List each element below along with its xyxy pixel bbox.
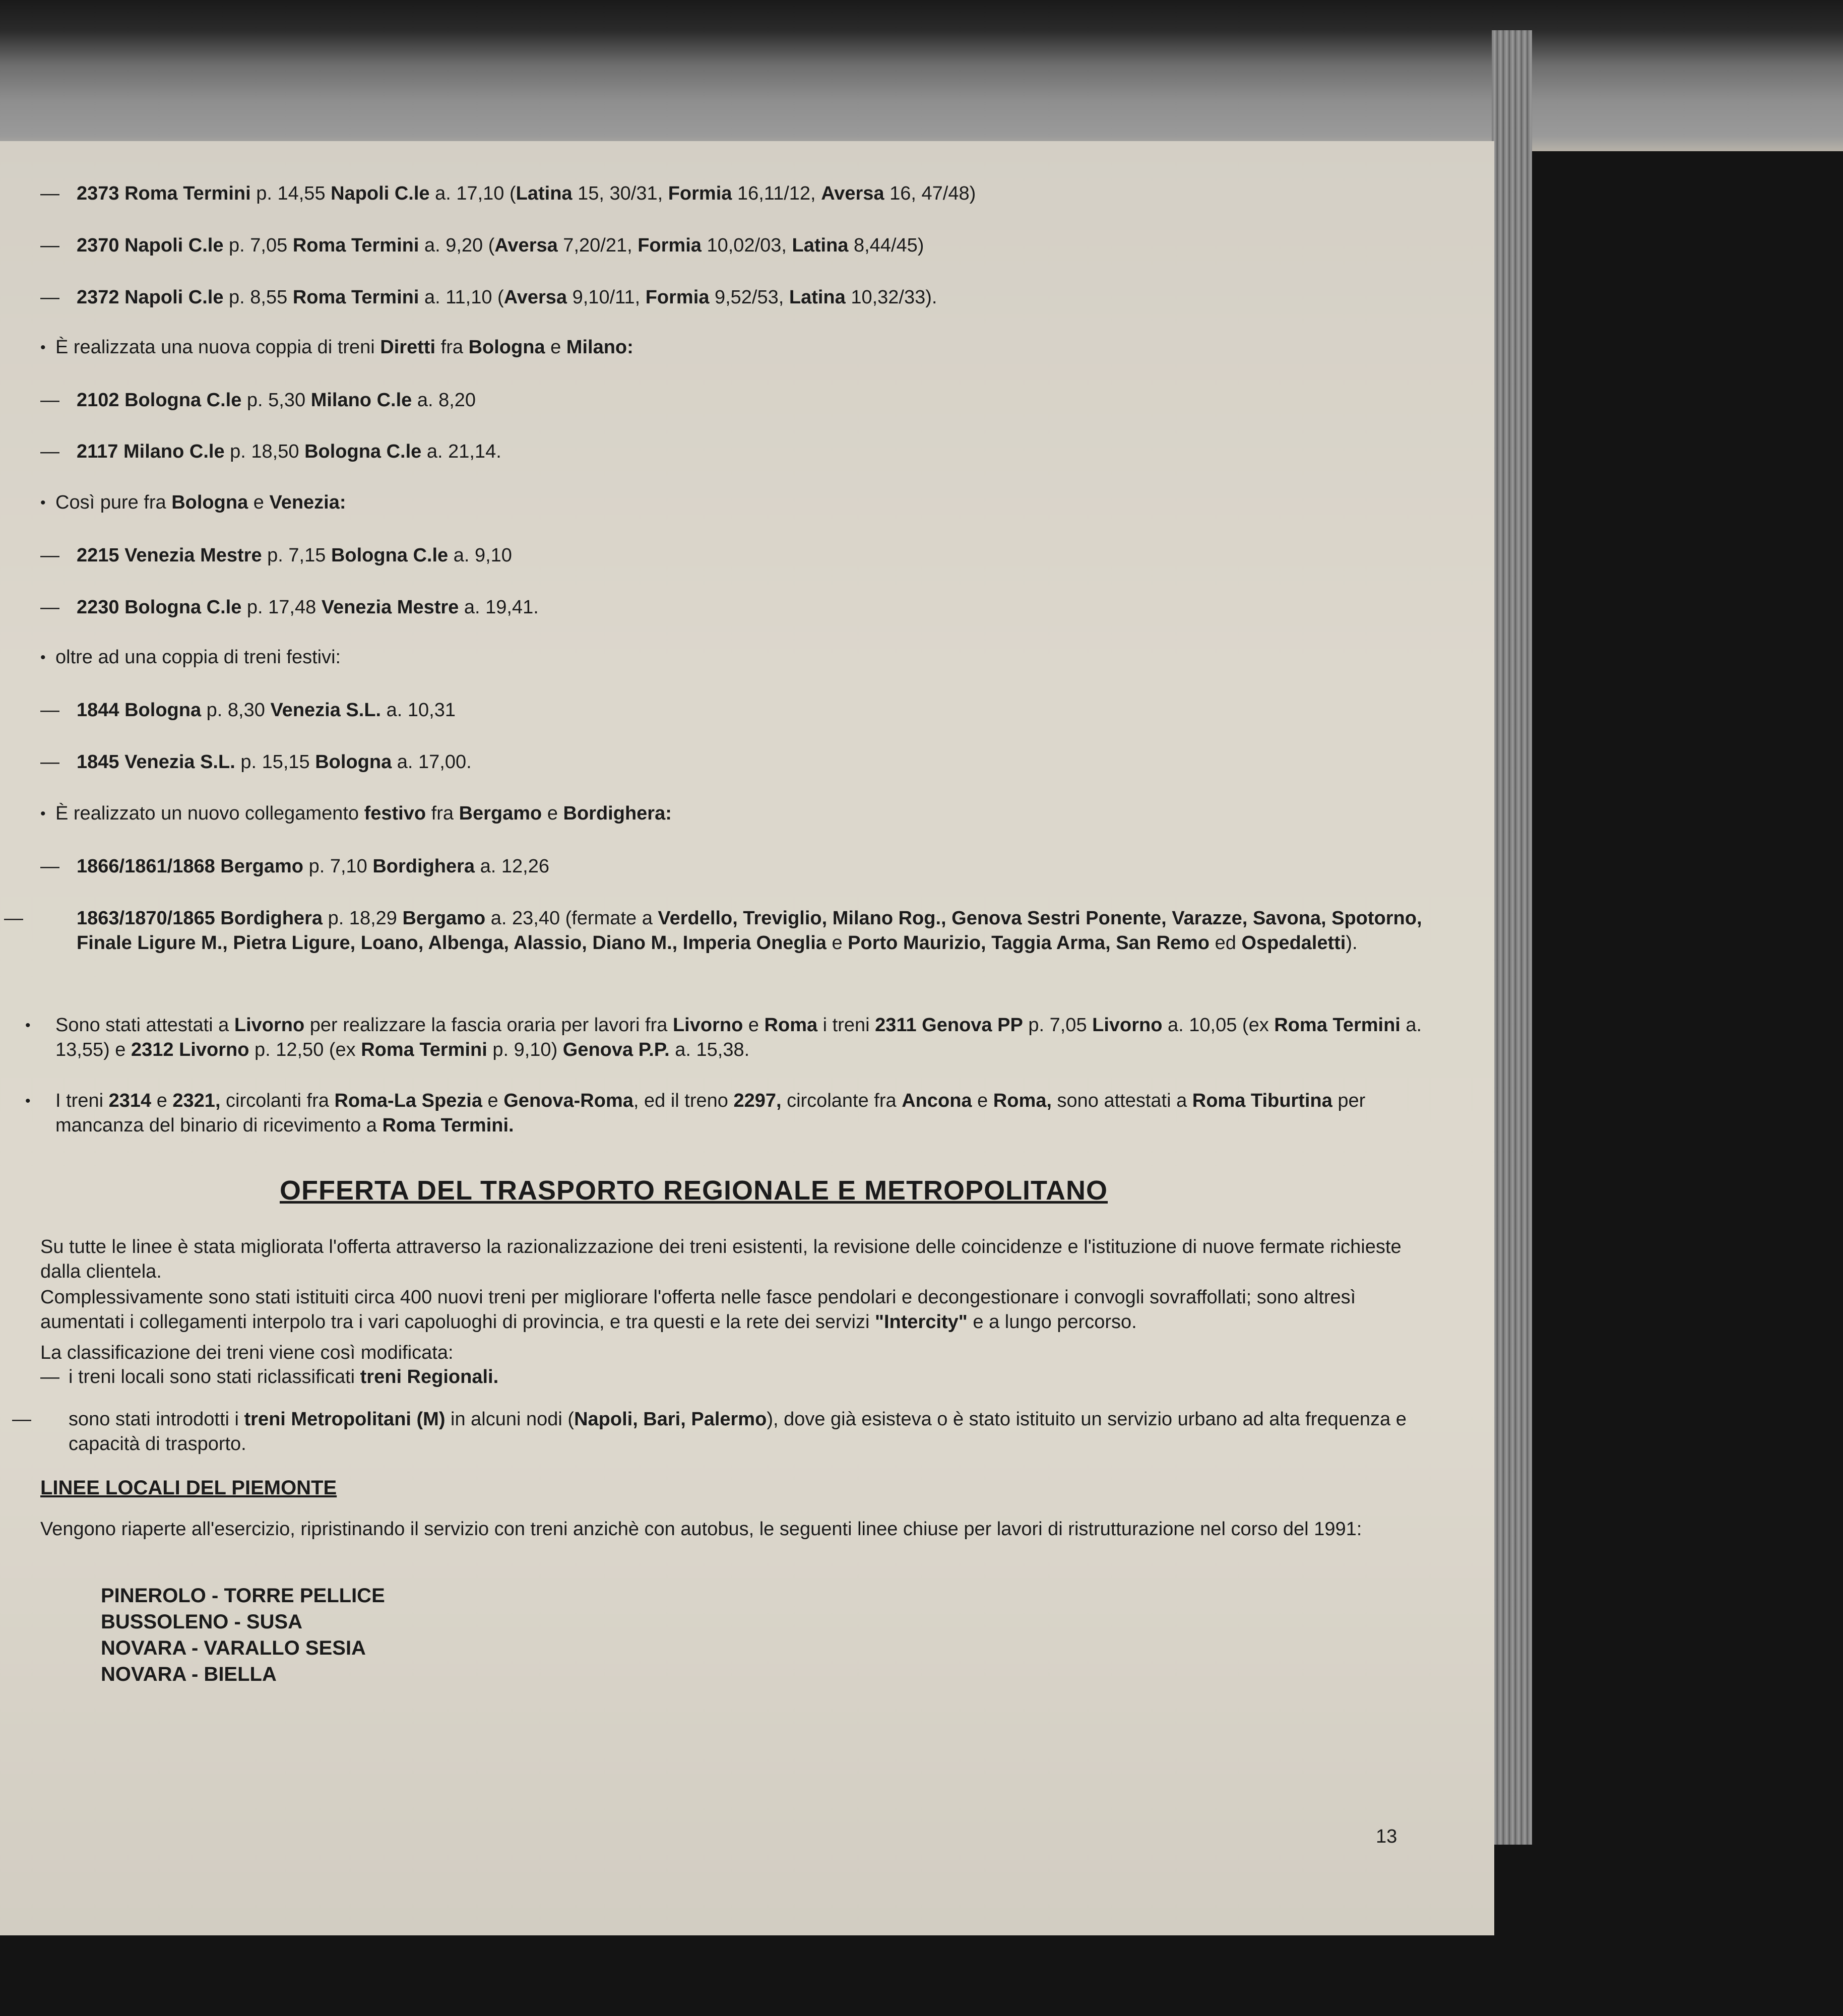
train-destination: Roma Termini	[292, 235, 419, 256]
classification-item: — sono stati introdotti i treni Metropolitani (M) in alcuni nodi (Napoli, Bari, Palermo), dove già esisteva o è stato istituito un servizio urbano ad alta frequenza e capacità di trasporto.	[12, 1409, 1407, 1455]
page-number: 13	[1376, 1826, 1397, 1847]
dash: —	[40, 183, 59, 204]
document-page	[0, 141, 1494, 1935]
train-origin: Napoli C.le	[124, 287, 224, 308]
train-line: — 2102 Bologna C.le p. 5,30 Milano C.le a. 8,20	[40, 390, 476, 411]
train-line-with-stops: — 1863/1870/1865 Bordighera p. 18,29 Bergamo a. 23,40 (fermate a Verdello, Treviglio, Milano Rog., Genova Sestri Ponente, Varazze, Savona, Spotorno, Finale Ligure M., Pietra Ligure, Loano, Albenga, Alassio, Diano M., Imperia Oneglia e Porto Maurizio, Taggia Arma, San Remo ed Ospedaletti).	[4, 908, 1422, 954]
bullet-paragraph-tiburtina: • I treni 2314 e 2321, circolanti fra Roma-La Spezia e Genova-Roma, ed il treno 2297, circolante fra Ancona e Roma, sono attestati a Roma Tiburtina per mancanza del binario di ricevimento a Roma Termini.	[25, 1090, 1366, 1136]
train-line: — 2373 Roma Termini p. 14,55 Napoli C.le a. 17,10 (Latina 15, 30/31, Formia 16,11/12, Aversa 16, 47/48)	[40, 181, 976, 206]
book-top-edge	[0, 0, 1843, 151]
train-line: — 2370 Napoli C.le p. 7,05 Roma Termini a. 9,20 (Aversa 7,20/21, Formia 10,02/03, Latina 8,44/45)	[40, 233, 924, 258]
train-line: — 1866/1861/1868 Bergamo p. 7,10 Bordighera a. 12,26	[40, 856, 549, 877]
page-stack-edge	[1492, 30, 1532, 1845]
bullet-intro: • È realizzata una nuova coppia di treni Diretti fra Bologna e Milano:	[40, 335, 633, 360]
train-origin: Napoli C.le	[124, 235, 224, 256]
train-line: — 1845 Venezia S.L. p. 15,15 Bologna a. 17,00.	[40, 751, 472, 773]
dash: —	[40, 287, 59, 308]
bullet-intro: • È realizzato un nuovo collegamento festivo fra Bergamo e Bordighera:	[40, 803, 672, 824]
list-item: BUSSOLENO - SUSA	[101, 1611, 303, 1633]
bullet-intro: • Così pure fra Bologna e Venezia:	[40, 492, 346, 513]
train-number: 2372	[77, 287, 119, 308]
train-number: 2370	[77, 235, 119, 256]
paragraph-2: Complessivamente sono stati istituiti circa 400 nuovi treni per migliorare l'offerta nelle fasce pendolari e decongestionare i convogli sovraffollati; sono altresì aumentati i collegamenti interpolo tra i vari capoluoghi di provincia, e tra questi e la rete dei servizi "Intercity" e a lungo percorso.	[40, 1287, 1356, 1333]
section-heading: OFFERTA DEL TRASPORTO REGIONALE E METROPOLITANO	[280, 1175, 1108, 1206]
paragraph-3: La classificazione dei treni viene così modificata:	[40, 1342, 454, 1363]
train-arrival: a. 9,20	[424, 235, 483, 256]
classification-item: — i treni locali sono stati riclassificati treni Regionali.	[40, 1366, 499, 1388]
reopened-lines-list	[101, 1583, 385, 1687]
train-number: 2373	[77, 183, 119, 204]
train-line: — 2230 Bologna C.le p. 17,48 Venezia Mestre a. 19,41.	[40, 597, 539, 618]
train-arrival: a. 11,10	[424, 287, 492, 308]
list-item: NOVARA - BIELLA	[101, 1663, 277, 1685]
list-item: PINEROLO - TORRE PELLICE	[101, 1585, 385, 1607]
bullet-paragraph-livorno: • Sono stati attestati a Livorno per realizzare la fascia oraria per lavori fra Livorno e Roma i treni 2311 Genova PP p. 7,05 Livorno a. 10,05 (ex Roma Termini a. 13,55) e 2312 Livorno p. 12,50 (ex Roma Termini p. 9,10) Genova P.P. a. 15,38.	[25, 1015, 1422, 1060]
paragraph-1: Su tutte le linee è stata migliorata l'offerta attraverso la razionalizzazione dei treni esistenti, la revisione delle coincidenze e l'istituzione di nuove fermate richieste dalla clientela.	[40, 1236, 1402, 1282]
train-line: — 2117 Milano C.le p. 18,50 Bologna C.le a. 21,14.	[40, 441, 501, 462]
train-departure: p. 8,55	[229, 287, 288, 308]
train-line: — 2215 Venezia Mestre p. 7,15 Bologna C.le a. 9,10	[40, 545, 512, 566]
train-arrival: a. 17,10	[435, 183, 504, 204]
bullet-intro: • oltre ad una coppia di treni festivi:	[40, 647, 341, 668]
train-departure: p. 14,55	[256, 183, 326, 204]
subheading-linee-piemonte: LINEE LOCALI DEL PIEMONTE	[40, 1477, 337, 1499]
train-departure: p. 7,05	[229, 235, 288, 256]
paragraph-4: Vengono riaperte all'esercizio, ripristinando il servizio con treni anzichè con autobus, le seguenti linee chiuse per lavori di ristrutturazione nel corso del 1991:	[40, 1519, 1362, 1540]
train-line: — 1844 Bologna p. 8,30 Venezia S.L. a. 10,31	[40, 700, 456, 721]
train-destination: Napoli C.le	[331, 183, 430, 204]
train-line: — 2372 Napoli C.le p. 8,55 Roma Termini a. 11,10 (Aversa 9,10/11, Formia 9,52/53, Latina 10,32/33).	[40, 285, 937, 310]
list-item: NOVARA - VARALLO SESIA	[101, 1637, 366, 1659]
dash: —	[40, 235, 59, 256]
bullet: •	[40, 339, 46, 356]
train-origin: Roma Termini	[124, 183, 251, 204]
train-destination: Roma Termini	[292, 287, 419, 308]
